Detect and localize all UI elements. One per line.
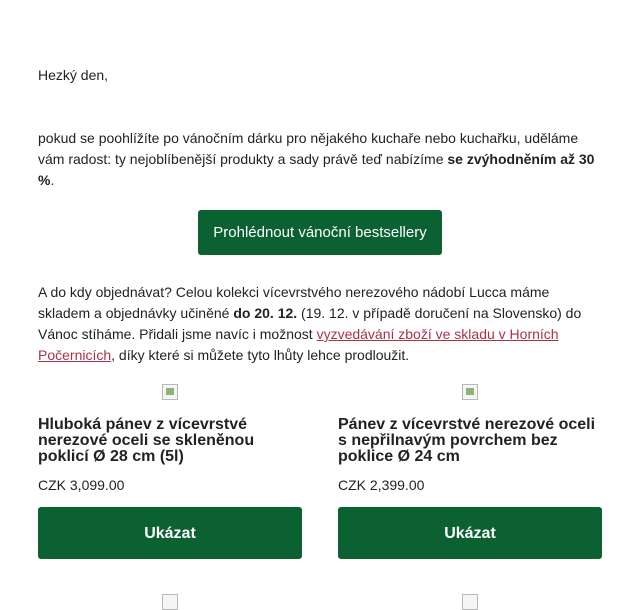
show-product-button[interactable]: Ukázat: [38, 507, 302, 559]
intro-discount: se zvýhodněním až 30 %: [38, 151, 595, 188]
delivery-deadline: do 20. 12.: [233, 305, 298, 321]
warehouse-pickup-link[interactable]: vyzvedávání zboží ve skladu v Horních Počernicích: [38, 326, 559, 363]
show-product-button[interactable]: Ukázat: [338, 507, 602, 559]
product-title: Hluboká pánev z vícevrstvé nerezové oceli se skleněnou poklicí Ø 28 cm (5l): [38, 416, 255, 465]
view-bestsellers-button[interactable]: Prohlédnout vánoční bestsellery: [198, 210, 442, 255]
intro-text: pokud se poohlížíte po vánočním dárku pro nějakého kuchaře nebo kuchařku, uděláme vám radost: ty nejoblíbenější produkty a sady právě teď nabízíme: [38, 130, 579, 167]
greeting-text: Hezký den,: [38, 67, 109, 83]
product-card: [38, 384, 302, 542]
product-card: [338, 384, 602, 542]
product-price: CZK 2,399.00: [338, 477, 425, 493]
product-title: Pánev z vícevrstvé nerezové oceli s nepřilnavým povrchem bez poklice Ø 24 cm: [338, 416, 596, 465]
delivery-text-1: A do kdy objednávat? Celou kolekci vícevrstvého nerezového nádobí Lucca máme skladem a objednávky učiněné: [38, 284, 550, 321]
delivery-paragraph: [38, 282, 602, 366]
delivery-text-2: (19. 12. v případě doručení na Slovensko) do Vánoc stíháme. Přidali jsme navíc i možnost: [38, 305, 582, 342]
broken-image-icon[interactable]: [162, 594, 178, 610]
intro-paragraph: [38, 128, 602, 191]
broken-image-icon[interactable]: [462, 384, 478, 400]
intro-end: .: [50, 172, 55, 188]
broken-image-icon[interactable]: [162, 384, 178, 400]
broken-image-icon[interactable]: [462, 594, 478, 610]
delivery-text-3: , díky které si můžete tyto lhůty lehce prodloužit.: [111, 347, 410, 363]
product-price: CZK 3,099.00: [38, 477, 125, 493]
